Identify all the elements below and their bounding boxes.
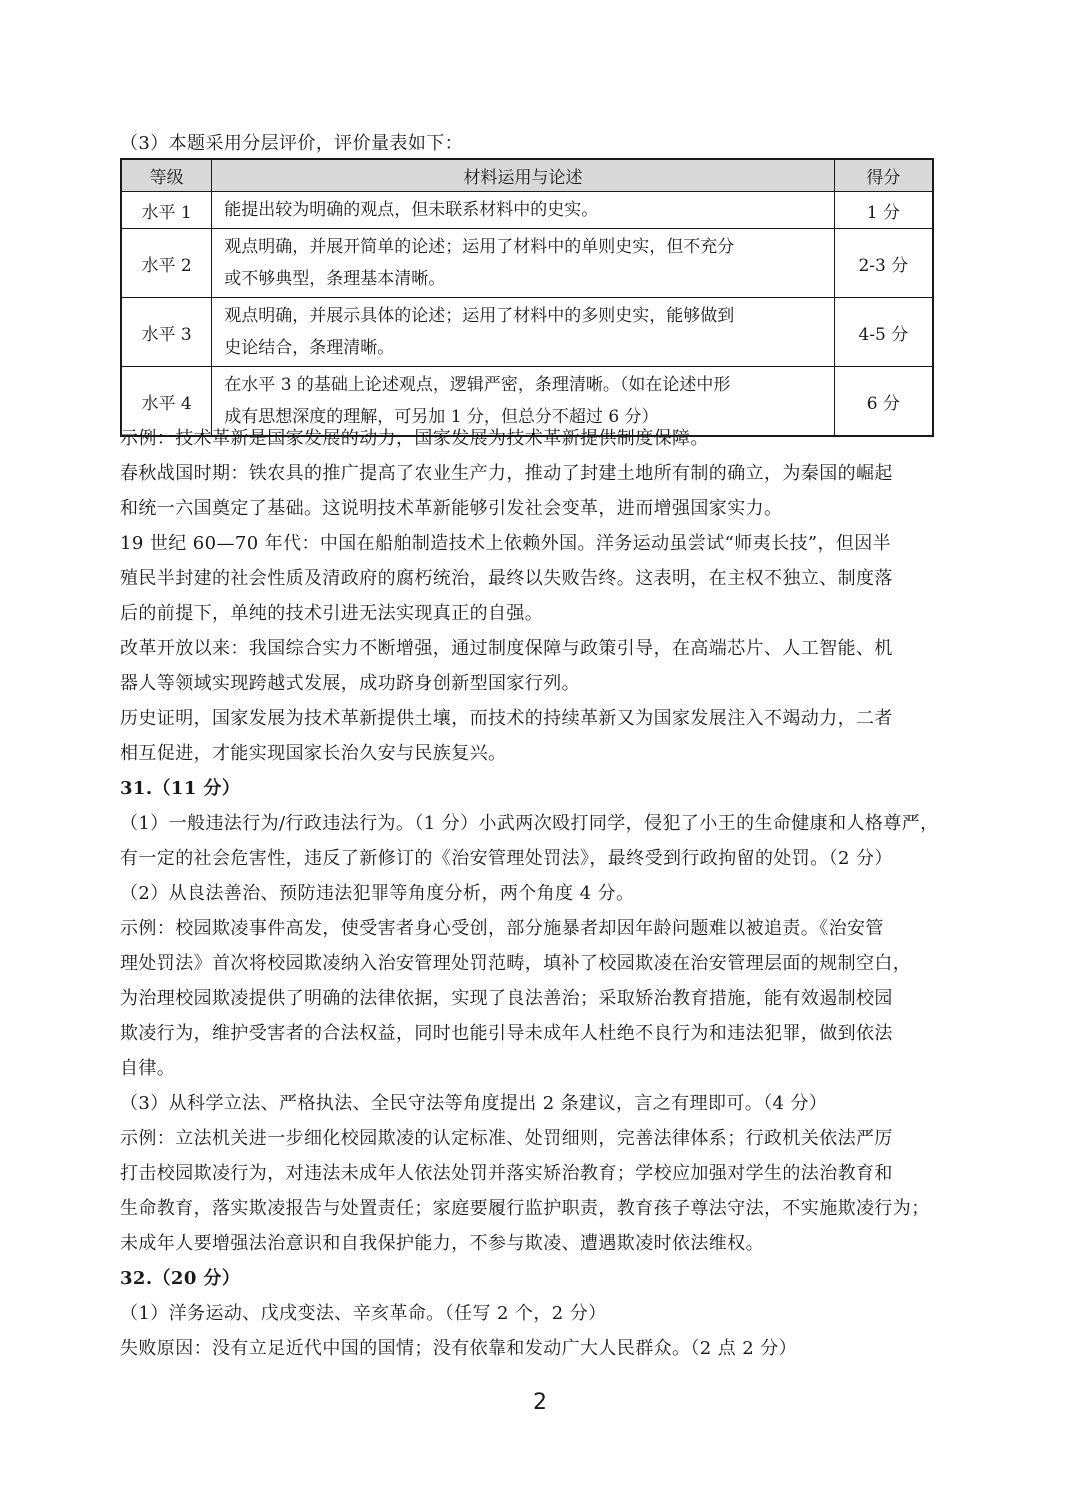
score-cell: 2-3 分 xyxy=(834,229,933,298)
paragraph-line: 后的前提下，单纯的技术引进无法实现真正的自强。 xyxy=(120,603,544,624)
header-desc: 材料运用与论述 xyxy=(212,159,834,192)
paragraph-line: 历史证明，国家发展为技术革新提供土壤，而技术的持续革新又为国家发展注入不竭动力，二者 xyxy=(120,708,893,729)
paragraph-line: 示例：校园欺凌事件高发，使受害者身心受创，部分施暴者却因年龄问题难以被追责。《治安管 xyxy=(120,918,884,939)
paragraph-line: 示例：立法机关进一步细化校园欺凌的认定标准、处罚细则，完善法律体系；行政机关依法严厉 xyxy=(120,1128,893,1149)
score-cell: 6 分 xyxy=(834,367,933,437)
question-32-heading: 32.（20 分） xyxy=(120,1268,241,1289)
rubric-intro: （3）本题采用分层评价，评价量表如下： xyxy=(120,133,464,154)
paragraph-line: 理处罚法》首次将校园欺凌纳入治安管理处罚范畴，填补了校园欺凌在治安管理层面的规制空白， xyxy=(120,953,912,974)
paragraph-line: 改革开放以来：我国综合实力不断增强，通过制度保障与政策引导，在高端芯片、人工智能、机 xyxy=(120,638,893,659)
evaluation-rubric-table xyxy=(120,158,934,437)
paragraph-line: 和统一六国奠定了基础。这说明技术革新能够引发社会变革，进而增强国家实力。 xyxy=(120,498,783,519)
paragraph-line: （1）洋务运动、戊戌变法、辛亥革命。（任写 2 个，2 分） xyxy=(120,1303,607,1324)
paragraph-line: 春秋战国时期：铁农具的推广提高了农业生产力，推动了封建土地所有制的确立，为秦国的崛起 xyxy=(120,463,893,484)
desc-line: 观点明确，并展示具体的论述；运用了材料中的多则史实，能够做到 xyxy=(224,306,735,326)
desc-line: 能提出较为明确的观点，但未联系材料中的史实。 xyxy=(224,200,599,220)
question-31-heading: 31.（11 分） xyxy=(120,778,241,799)
header-level: 等级 xyxy=(121,159,212,192)
table-row xyxy=(121,192,933,229)
paragraph-line: 打击校园欺凌行为，对违法未成年人依法处罚并落实矫治教育；学校应加强对学生的法治教育和 xyxy=(120,1163,893,1184)
paragraph-line: 器人等领域实现跨越式发展，成功跻身创新型国家行列。 xyxy=(120,673,580,694)
table-row xyxy=(121,298,933,367)
paragraph-line: 有一定的社会危害性，违反了新修订的《治安管理处罚法》，最终受到行政拘留的处罚。（2 分） xyxy=(120,848,893,869)
table-header-row xyxy=(121,159,933,192)
level-cell: 水平 1 xyxy=(121,192,212,229)
paragraph-line: 欺凌行为，维护受害者的合法权益，同时也能引导未成年人杜绝不良行为和违法犯罪，做到依法 xyxy=(120,1023,893,1044)
paragraph-line: （1）一般违法行为/行政违法行为。（1 分）小武两次殴打同学，侵犯了小王的生命健康和人格尊严， xyxy=(120,813,939,834)
paragraph-line: （2）从良法善治、预防违法犯罪等角度分析，两个角度 4 分。 xyxy=(120,883,635,904)
paragraph-line: （3）从科学立法、严格执法、全民守法等角度提出 2 条建议，言之有理即可。（4 分） xyxy=(120,1093,828,1114)
desc-line: 成有思想深度的理解，可另加 1 分，但总分不超过 6 分） xyxy=(224,407,659,427)
desc-line: 或不够典型，条理基本清晰。 xyxy=(224,269,446,289)
desc-cell xyxy=(212,229,834,298)
paragraph-line: 19 世纪 60—70 年代：中国在船舶制造技术上依赖外国。洋务运动虽尝试“师夷长技”，但因半 xyxy=(120,533,892,554)
desc-cell xyxy=(212,298,834,367)
level-cell: 水平 2 xyxy=(121,229,212,298)
desc-line: 观点明确，并展开简单的论述；运用了材料中的单则史实，但不充分 xyxy=(224,237,735,257)
level-cell: 水平 3 xyxy=(121,298,212,367)
paragraph-line: 失败原因：没有立足近代中国的国情；没有依靠和发动广大人民群众。（2 点 2 分） xyxy=(120,1338,798,1359)
score-cell: 1 分 xyxy=(834,192,933,229)
page-number: 2 xyxy=(533,1390,547,1415)
desc-line: 在水平 3 的基础上论述观点，逻辑严密，条理清晰。（如在论述中形 xyxy=(224,375,731,395)
paragraph-line: 自律。 xyxy=(120,1058,176,1079)
score-cell: 4-5 分 xyxy=(834,298,933,367)
paragraph-line: 殖民半封建的社会性质及清政府的腐朽统治，最终以失败告终。这表明，在主权不独立、制度落 xyxy=(120,568,893,589)
desc-cell xyxy=(212,192,834,229)
paragraph-line: 为治理校园欺凌提供了明确的法律依据，实现了良法善治；采取矫治教育措施，能有效遏制校园 xyxy=(120,988,893,1009)
paragraph-line: 相互促进，才能实现国家长治久安与民族复兴。 xyxy=(120,743,507,764)
paragraph-line: 生命教育，落实欺凌报告与处置责任；家庭要履行监护职责，教育孩子尊法守法，不实施欺凌行为； xyxy=(120,1198,930,1219)
level-cell: 水平 4 xyxy=(121,367,212,437)
header-score: 得分 xyxy=(834,159,933,192)
desc-line: 史论结合，条理清晰。 xyxy=(224,338,395,358)
example-heading: 示例：技术革新是国家发展的动力，国家发展为技术革新提供制度保障。 xyxy=(120,428,709,449)
table-row xyxy=(121,229,933,298)
paragraph-line: 未成年人要增强法治意识和自我保护能力，不参与欺凌、遭遇欺凌时依法维权。 xyxy=(120,1233,764,1254)
